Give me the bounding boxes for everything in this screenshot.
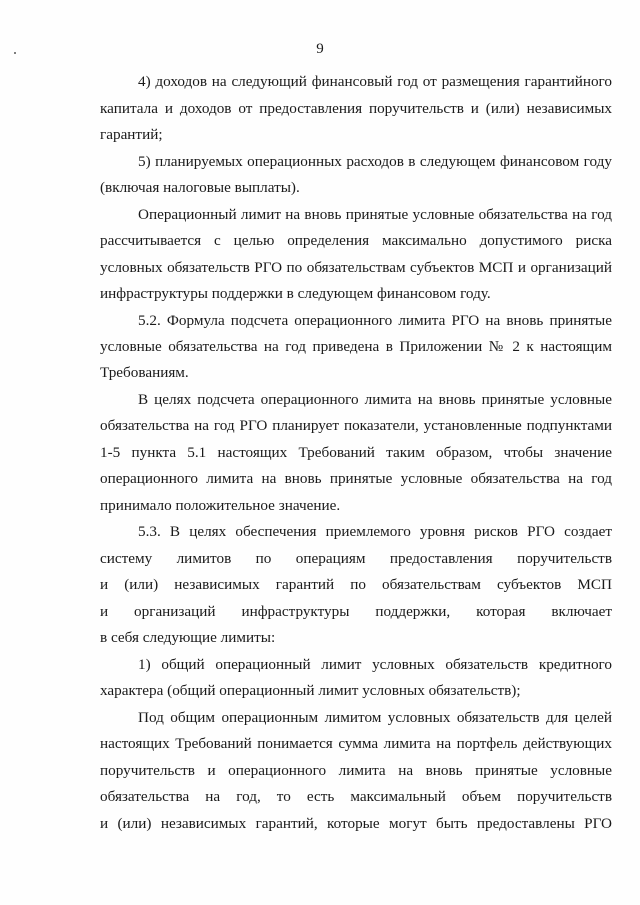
text-line: и (или) независимых гарантий, которые могут быть предоставлены РГО	[100, 815, 612, 832]
text-line: и (или) независимых гарантий по обязательствам субъектов МСП	[100, 576, 612, 593]
text-line: настоящих Требований понимается сумма лимита на портфель действующих	[100, 735, 612, 752]
text-line: Под общим операционным лимитом условных обязательств для целей	[138, 709, 612, 726]
text-line: капитала и доходов от предоставления поручительств и (или) независимых	[100, 100, 612, 117]
text-line: обязательства на год, то есть максимальный объем поручительств	[100, 788, 612, 805]
text-line: Операционный лимит на вновь принятые условные обязательства на год	[138, 206, 612, 223]
text-line: 5.2. Формула подсчета операционного лимита РГО на вновь принятые	[138, 312, 612, 329]
text-line: в себя следующие лимиты:	[100, 629, 276, 646]
page-number: 9	[316, 41, 324, 57]
text-line: 1-5 пункта 5.1 настоящих Требований таким образом, чтобы значение	[100, 444, 612, 461]
text-line: операционного лимита на вновь принятые условные обязательства на год	[100, 470, 612, 487]
text-line: поручительств и операционного лимита на вновь принятые условные	[100, 762, 612, 779]
text-line: (включая налоговые выплаты).	[100, 179, 300, 196]
text-line: 4) доходов на следующий финансовый год от размещения гарантийного	[138, 73, 612, 90]
scan-speck	[14, 52, 16, 54]
text-line: В целях подсчета операционного лимита на вновь принятые условные	[138, 391, 612, 408]
text-line: 5) планируемых операционных расходов в следующем финансовом году	[138, 153, 612, 170]
text-line: условные обязательства на год приведена в Приложении № 2 к настоящим	[100, 338, 612, 355]
text-line: инфраструктуры поддержки в следующем финансовом году.	[100, 285, 491, 302]
text-line: обязательства на год РГО планирует показатели, установленные подпунктами	[100, 417, 612, 434]
text-line: гарантий;	[100, 126, 163, 143]
text-line: и организаций инфраструктуры поддержки, которая включает	[100, 603, 612, 620]
text-line: 5.3. В целях обеспечения приемлемого уровня рисков РГО создает	[138, 523, 612, 540]
text-line: рассчитывается с целью определения максимально допустимого риска	[100, 232, 612, 249]
text-line: систему лимитов по операциям предоставления поручительств	[100, 550, 612, 567]
text-line: 1) общий операционный лимит условных обязательств кредитного	[138, 656, 612, 673]
text-line: Требованиям.	[100, 364, 189, 381]
text-line: характера (общий операционный лимит условных обязательств);	[100, 682, 521, 699]
text-line: условных обязательств РГО по обязательствам субъектов МСП и организаций	[100, 259, 612, 276]
text-line: принимало положительное значение.	[100, 497, 341, 514]
